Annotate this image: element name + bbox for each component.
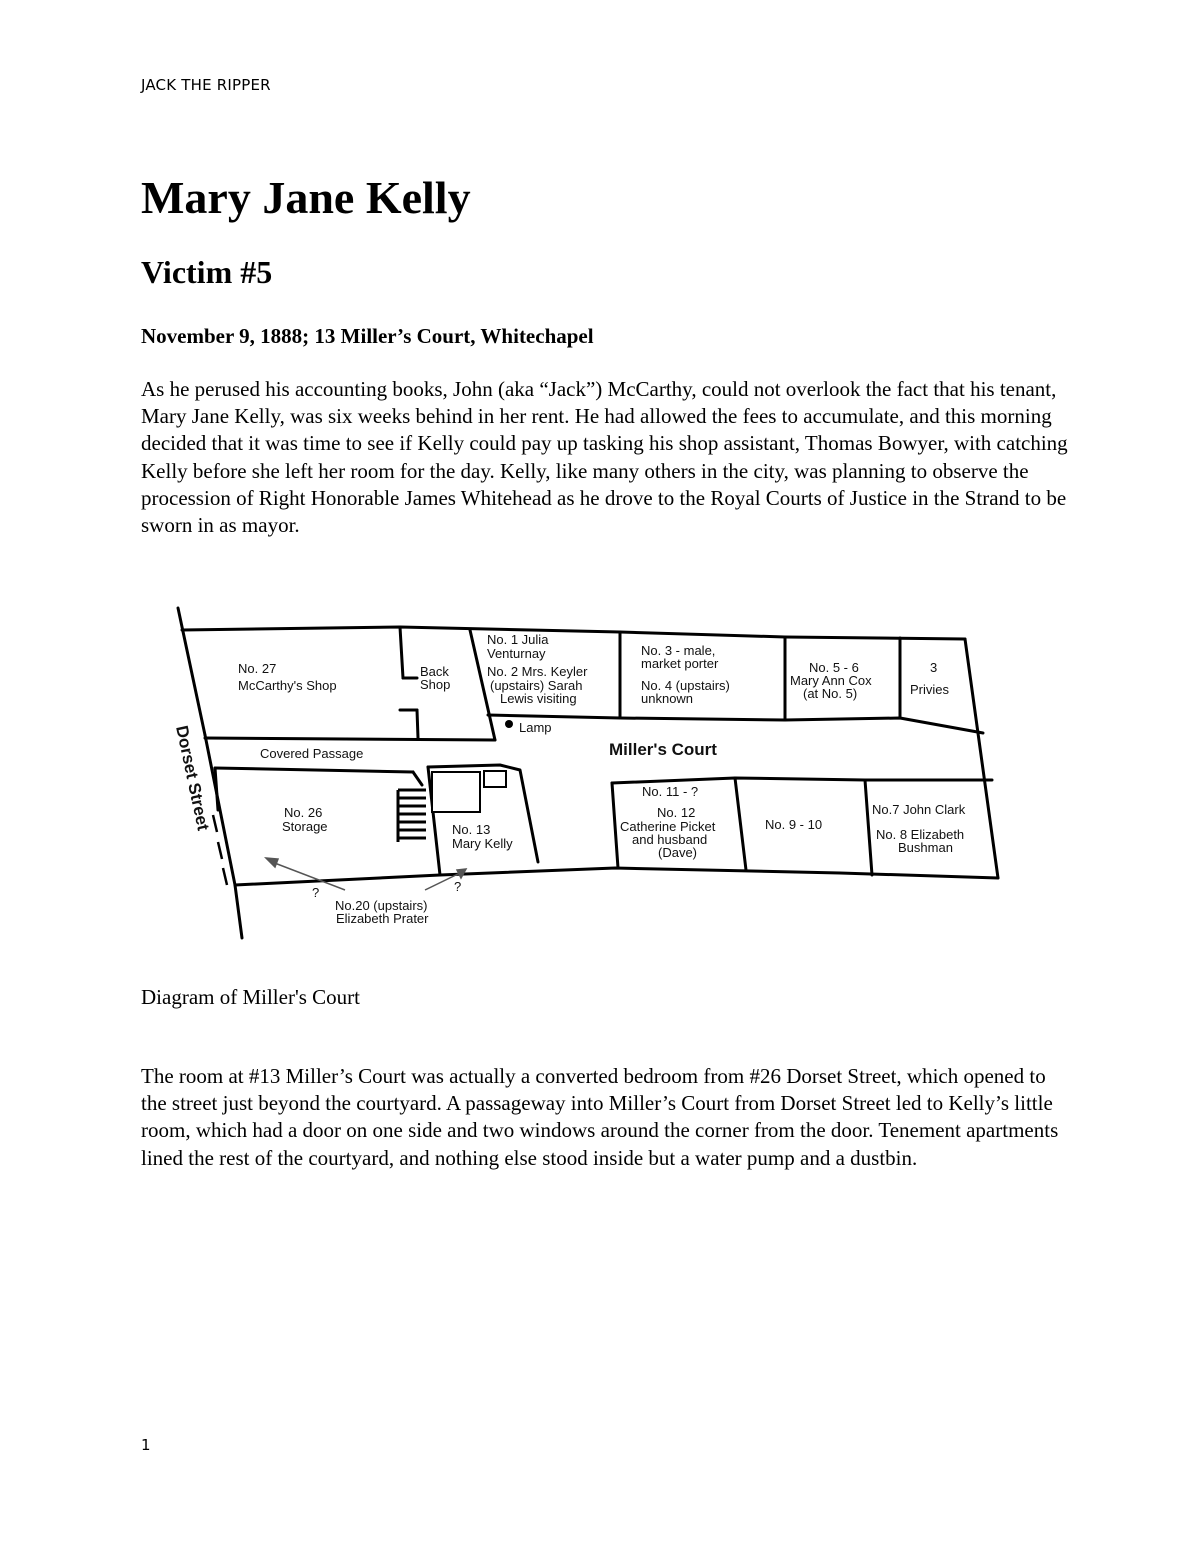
no5-occupant: Mary Ann Cox (790, 673, 872, 688)
question-mark-1: ? (312, 885, 320, 900)
bottom-wall (235, 868, 998, 885)
question-mark-2: ? (454, 879, 462, 894)
no27-label: No. 27 (238, 661, 277, 676)
diagram-caption: Diagram of Miller's Court (141, 985, 360, 1009)
no5-note: (at No. 5) (803, 686, 858, 701)
no12-occupant-2: and husband (632, 832, 708, 847)
no8-label: No. 8 Elizabeth (876, 827, 965, 842)
no4-label: No. 4 (upstairs) (641, 678, 730, 693)
page-number: 1 (141, 1436, 151, 1454)
date-location-heading: November 9, 1888; 13 Miller’s Court, Whitechapel (141, 324, 594, 348)
lamp-marker (505, 720, 513, 728)
millers-court-label: Miller's Court (609, 740, 717, 759)
millers-court-diagram (160, 600, 1010, 945)
no20-occupant: Elizabeth Prater (336, 911, 429, 926)
no1-label: No. 1 Julia (487, 632, 549, 647)
lamp-label: Lamp (519, 720, 552, 735)
no20-label: No.20 (upstairs) (335, 898, 428, 913)
back-shop-label-2: Shop (420, 677, 451, 692)
no8-occupant: Bushman (898, 840, 953, 855)
no4-occupant: unknown (641, 691, 694, 706)
running-header: JACK THE RIPPER (141, 76, 271, 94)
bed-fixture (432, 772, 480, 812)
no12-label: No. 12 (657, 805, 696, 820)
no13-label: No. 13 (452, 822, 491, 837)
street-wall (178, 608, 205, 735)
no27-name: McCarthy's Shop (238, 678, 337, 693)
room-description-paragraph: The room at #13 Miller’s Court was actually a converted bedroom from #26 Dorset Street, which opened to the street just beyond the courtyard. A passageway into Miller’s Court from Dorset Street led to Kelly’s little room, which had a door on one side and two windows around the corner from the door. Tenement apartments lined the rest of the courtyard, and nothing else stood inside but a water pump and a dustbin. (141, 1064, 1059, 1170)
no26-use: Storage (282, 819, 328, 834)
no11-label: No. 11 - ? (642, 784, 699, 799)
no3-label: No. 3 - male, (641, 643, 716, 658)
table-fixture (484, 771, 506, 787)
no7-label: No.7 John Clark (872, 802, 966, 817)
right-wall (965, 639, 998, 878)
no3-occupant: market porter (641, 656, 719, 671)
no2-label: No. 2 Mrs. Keyler (487, 664, 588, 679)
no1-name: Venturnay (487, 646, 546, 661)
no13-occupant: Mary Kelly (452, 836, 513, 851)
stairs (398, 790, 426, 842)
no26-label: No. 26 (284, 805, 323, 820)
victim-subtitle: Victim #5 (141, 254, 273, 290)
no5-label: No. 5 - 6 (809, 660, 859, 675)
covered-passage-label: Covered Passage (260, 746, 364, 761)
no2-visitor: Lewis visiting (500, 691, 577, 706)
no12-occupant-3: (Dave) (658, 845, 698, 860)
back-shop-label: Back (420, 664, 449, 679)
no2-upstairs: (upstairs) Sarah (490, 678, 583, 693)
top-wall (182, 627, 965, 639)
page-title: Mary Jane Kelly (141, 172, 471, 223)
no9-label: No. 9 - 10 (765, 817, 823, 832)
privies-count: 3 (930, 660, 938, 675)
intro-paragraph: As he perused his accounting books, John (aka “Jack”) McCarthy, could not overlook the fact that his tenant, Mary Jane Kelly, was six weeks behind in her rent. He had allowed the fees to accumulate, and this morning decided that it was time to see if Kelly could pay up tasking his shop assistant, Thomas Bowyer, with catching Kelly before she left her room for the day. Kelly, like many others in the city, was planning to observe the procession of Right Honorable James Whitehead as he drove to the Royal Courts of Justice in the Strand to be sworn in as mayor. (141, 377, 1068, 538)
dorset-street-label: Dorset Street (172, 723, 213, 833)
privies-label: Privies (910, 682, 950, 697)
no12-occupant: Catherine Picket (620, 819, 716, 834)
